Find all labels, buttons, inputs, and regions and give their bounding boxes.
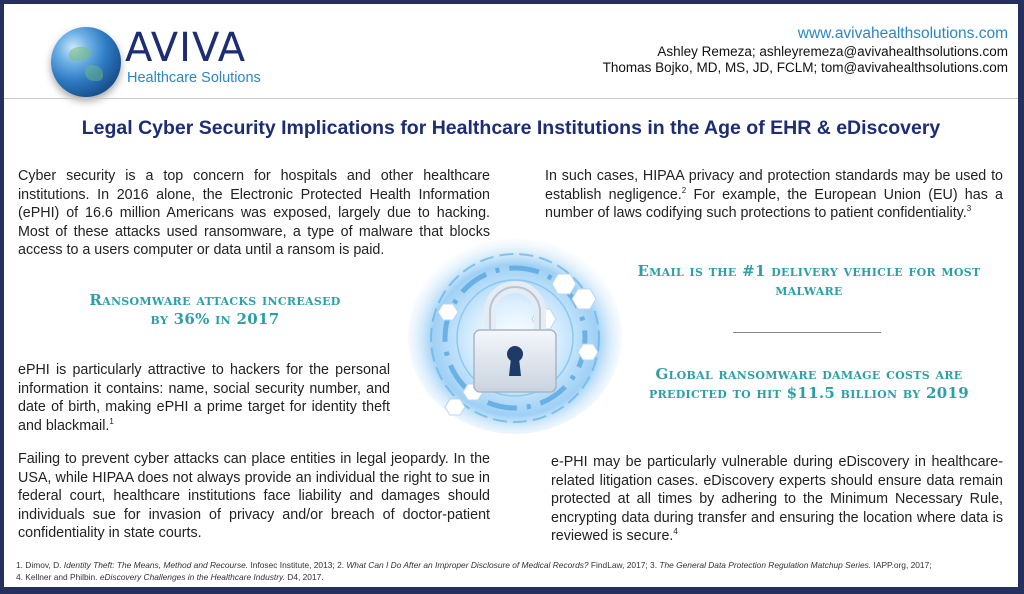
globe-logo-icon [51,27,121,97]
ref-2: 2 [681,185,687,195]
logo-subtitle: Healthcare Solutions [127,70,261,86]
footnote-1-author: 1. Dimov, D. [16,560,64,570]
left-paragraph-1: Cyber security is a top concern for hospitals and other healthcare institutions. In 2016 alone, the Electronic Protected Health Information (ePHI) of 16.6 million Americans was exposed, largely due to hacking. Most of these attacks used ransomware, a type of malware that blocks access to a users computer or data until a ransom is paid. [18,168,490,258]
header-divider [4,98,1018,99]
callout-line-2: malware [775,281,843,299]
right-paragraph-1b: For example, the European Union (EU) has a number of laws codifying such protections to patient confidentiality. [545,186,1004,221]
footnote-1-source: Infosec Institute, 2013; 2. [248,560,347,570]
callout-email-malware [614,262,1004,300]
footnote-4-source: D4, 2017. [284,572,324,582]
footnote-2-source: FindLaw, 2017; 3. [588,560,660,570]
callout-ransomware-increase [30,291,400,329]
padlock-icon [408,234,623,434]
callout-line-2: predicted to hit $11.5 billion by 2019 [649,384,969,402]
right-paragraph-1a: In such cases, HIPAA privacy and protection standards may be used to establish negligence. [545,168,1003,203]
left-paragraph-2-text: ePHI is particularly attractive to hackers for the personal information it contains: name, social security number, and date of birth, making ePHI a prime target for identity theft and blackmail. [18,362,390,434]
footnote-line-1 [16,559,932,571]
website-url[interactable]: www.avivahealthsolutions.com [797,25,1008,42]
footnote-2-title: What Can I Do After an Improper Disclosure of Medical Records? [346,560,589,570]
callout-line-2: by 36% in 2017 [150,310,280,328]
ref-4: 4 [673,527,678,537]
contact-ashley: Ashley Remeza; ashleyremeza@avivahealthsolutions.com [657,44,1008,59]
contact-thomas: Thomas Bojko, MD, MS, JD, FCLM; tom@avivahealthsolutions.com [602,60,1008,75]
footnote-4-author: 4. Kellner and Philbin. [16,572,100,582]
left-paragraph-2 [18,361,390,435]
callout-separator [733,332,881,333]
footnote-line-2 [16,571,932,583]
footnotes [16,559,932,583]
left-paragraph-3: Failing to prevent cyber attacks can place entities in legal jeopardy. In the USA, while HIPAA does not always provide an individual the right to sue in federal court, healthcare institutions face liability and damages should individuals sue for invasion of privacy and/or breach of doctor-patient confidentiality in state courts. [18,451,490,541]
callout-line-1: Ransomware attacks increased [89,291,341,309]
footnote-4-title: eDiscovery Challenges in the Healthcare Industry. [99,572,285,582]
callout-line-1: Email is the #1 delivery vehicle for most [637,262,981,280]
ref-1: 1 [109,416,114,426]
footnote-3-title: The General Data Protection Regulation Matchup Series. [659,560,872,570]
logo-name: AVIVA [125,25,247,71]
page-title: Legal Cyber Security Implications for Healthcare Institutions in the Age of EHR & eDiscovery [81,117,941,139]
right-paragraph-2 [551,453,1003,546]
footnote-1-title: Identity Theft: The Means, Method and Recourse. [63,560,249,570]
page [4,4,1018,587]
callout-damage-costs [614,365,1004,403]
right-paragraph-1 [545,167,1003,223]
footnote-3-source: IAPP.org, 2017; [871,560,932,570]
callout-line-1: Global ransomware damage costs are [655,365,963,383]
right-paragraph-2-text: e-PHI may be particularly vulnerable during eDiscovery in healthcare-related litigation cases. eDiscovery experts should ensure data remain protected at all times by adhering to the Minimum Necessary Rule, encrypting data during transfer and ensuring the location where data is reviewed is secure. [551,454,1003,544]
ref-3: 3 [966,204,972,214]
